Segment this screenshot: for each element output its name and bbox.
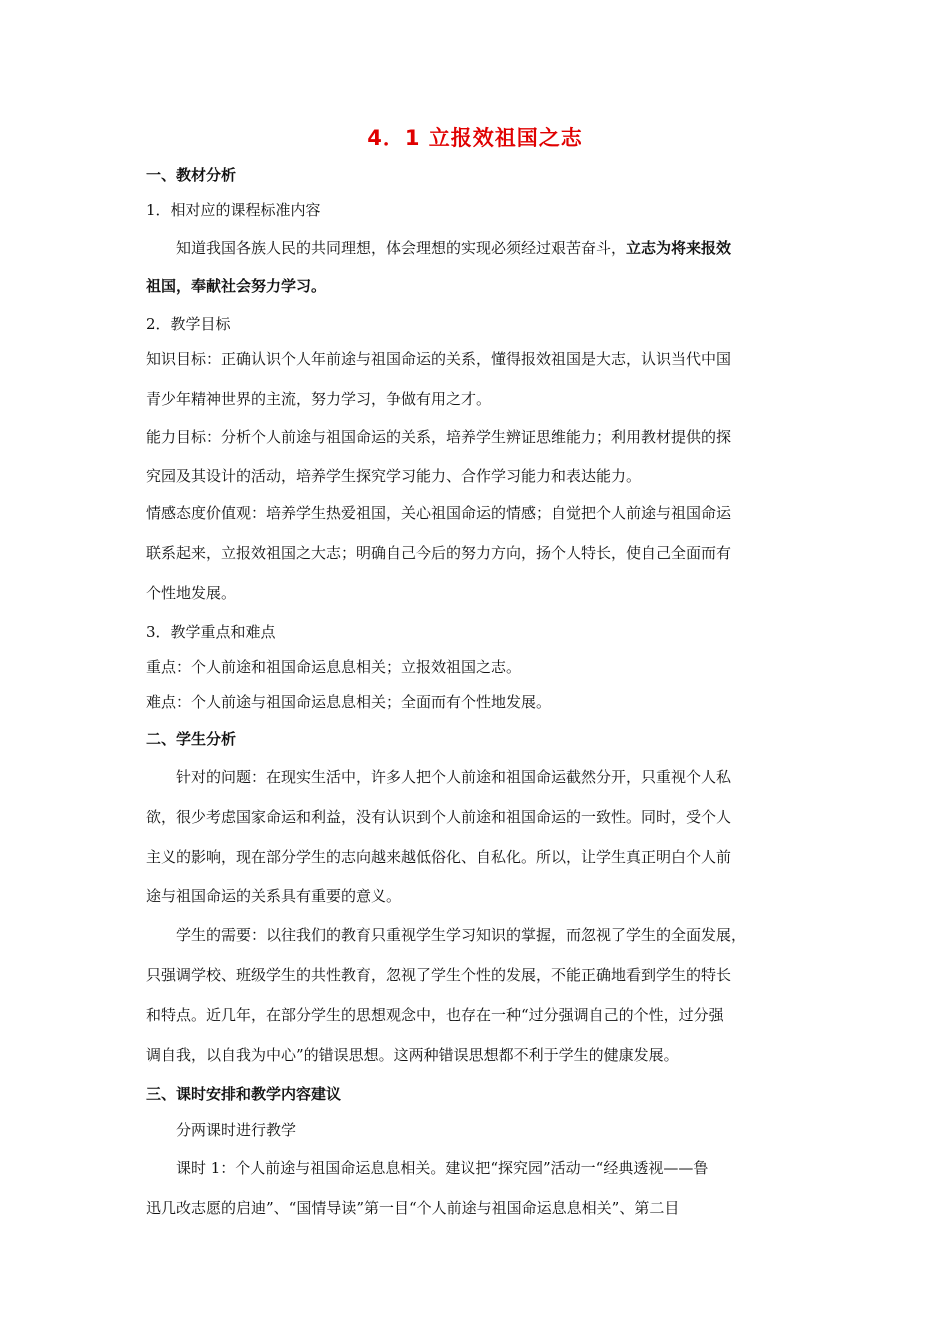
student-needs-line2: 只强调学校、班级学生的共性教育，忽视了学生个性的发展，不能正确地看到学生的特长 (146, 966, 732, 984)
ability-goal-line2: 究园及其设计的活动，培养学生探究学习能力、合作学习能力和表达能力。 (146, 467, 642, 485)
paragraph-curriculum-line1 (176, 238, 856, 258)
section-heading-student-analysis: 二、学生分析 (146, 730, 237, 748)
emotion-goal-line3: 个性地发展。 (146, 584, 237, 602)
section-heading-textbook-analysis: 一、教材分析 (146, 166, 237, 184)
item-key-difficult: 3．教学重点和难点 (146, 623, 276, 641)
difficult-point: 难点：个人前途与祖国命运息息相关；全面而有个性地发展。 (146, 693, 552, 711)
item-curriculum-standard: 1．相对应的课程标准内容 (146, 201, 321, 219)
lesson1-line1: 课时 1：个人前途与祖国命运息息相关。建议把“探究园”活动一“经典透视——鲁 (176, 1159, 709, 1177)
paragraph-curriculum-emphasis: 立志为将来报效 (626, 239, 732, 257)
emotion-goal-line2: 联系起来，立报效祖国之大志；明确自己今后的努力方向，扬个人特长，使自己全面而有 (146, 544, 732, 562)
student-needs-line3: 和特点。近几年，在部分学生的思想观念中，也存在一种“过分强调自己的个性，过分强 (146, 1006, 724, 1024)
paragraph-curriculum-text: 知道我国各族人民的共同理想，体会理想的实现必须经过艰苦奋斗， (176, 239, 627, 257)
section-heading-schedule: 三、课时安排和教学内容建议 (146, 1085, 342, 1103)
student-needs-line4: 调自我，以自我为中心”的错误思想。这两种错误思想都不利于学生的健康发展。 (146, 1046, 679, 1064)
lesson1-line2: 迅几改志愿的启迪”、“国情导读”第一目“个人前途与祖国命运息息相关”、第二目 (146, 1199, 680, 1217)
schedule-two-lessons: 分两课时进行教学 (176, 1121, 297, 1139)
knowledge-goal-line2: 青少年精神世界的主流，努力学习，争做有用之才。 (146, 390, 492, 408)
student-problem-line1: 针对的问题：在现实生活中，许多人把个人前途和祖国命运截然分开，只重视个人私 (176, 768, 732, 786)
paragraph-curriculum-line2: 祖国，奉献社会努力学习。 (146, 277, 327, 295)
student-problem-line4: 途与祖国命运的关系具有重要的意义。 (146, 887, 402, 905)
knowledge-goal-line1: 知识目标：正确认识个人年前途与祖国命运的关系，懂得报效祖国是大志，认识当代中国 (146, 350, 732, 368)
student-needs-line1: 学生的需要：以往我们的教育只重视学生学习知识的掌握，而忽视了学生的全面发展， (176, 926, 747, 944)
student-problem-line3: 主义的影响，现在部分学生的志向越来越低俗化、自私化。所以，让学生真正明白个人前 (146, 848, 732, 866)
key-point: 重点：个人前途和祖国命运息息相关；立报效祖国之志。 (146, 658, 522, 676)
student-problem-line2: 欲，很少考虑国家命运和利益，没有认识到个人前途和祖国命运的一致性。同时，受个人 (146, 808, 732, 826)
emotion-goal-line1: 情感态度价值观：培养学生热爱祖国，关心祖国命运的情感；自觉把个人前途与祖国命运 (146, 504, 732, 522)
item-teaching-goals: 2．教学目标 (146, 315, 231, 333)
ability-goal-line1: 能力目标：分析个人前途与祖国命运的关系，培养学生辨证思维能力；利用教材提供的探 (146, 428, 732, 446)
document-title: 4．1 立报效祖国之志 (367, 126, 583, 150)
